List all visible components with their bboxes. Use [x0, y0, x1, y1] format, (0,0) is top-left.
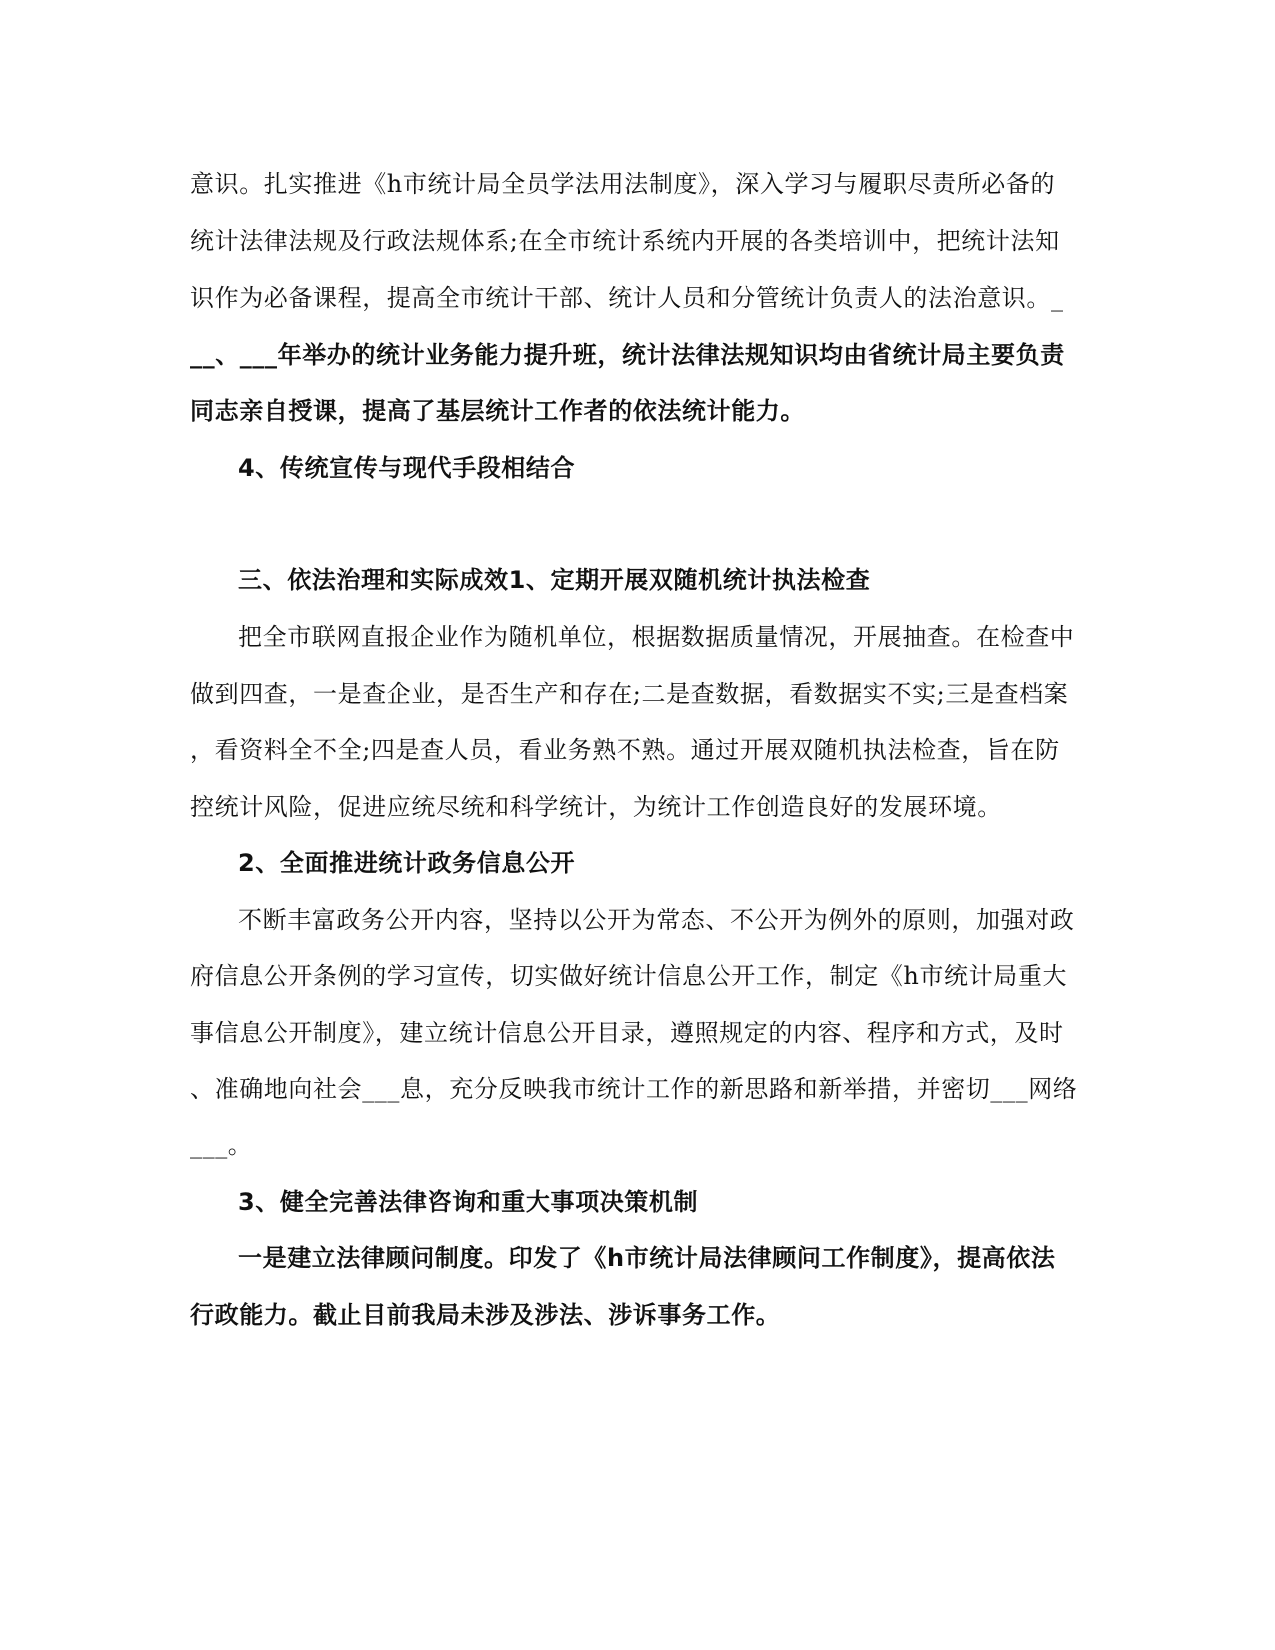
- paragraph-line: 统计法律法规及行政法规体系;在全市统计系统内开展的各类培训中，把统计法知: [190, 227, 1060, 255]
- paragraph-line: ，看资料全不全;四是查人员，看业务熟不熟。通过开展双随机执法检查，旨在防: [190, 736, 1060, 764]
- paragraph-line: ___。: [190, 1131, 253, 1159]
- paragraph-line: 府信息公开条例的学习宣传，切实做好统计信息公开工作，制定《h市统计局重大: [190, 962, 1068, 990]
- paragraph-line: 一是建立法律顾问制度。印发了《h市统计局法律顾问工作制度》，提高依法: [238, 1244, 1056, 1272]
- section-heading: 3、健全完善法律咨询和重大事项决策机制: [238, 1188, 699, 1216]
- paragraph-line: 不断丰富政务公开内容，坚持以公开为常态、不公开为例外的原则，加强对政: [238, 906, 1075, 934]
- paragraph-line: __、___年举办的统计业务能力提升班，统计法律法规知识均由省统计局主要负责: [190, 341, 1065, 369]
- paragraph-line: 同志亲自授课，提高了基层统计工作者的依法统计能力。: [190, 397, 805, 425]
- paragraph-line: 意识。扎实推进《h市统计局全员学法用法制度》，深入学习与履职尽责所必备的: [190, 170, 1056, 198]
- paragraph-line: 把全市联网直报企业作为随机单位，根据数据质量情况，开展抽查。在检查中: [238, 623, 1075, 651]
- paragraph-line: 事信息公开制度》，建立统计信息公开目录，遵照规定的内容、程序和方式，及时: [190, 1019, 1064, 1047]
- paragraph-line: 、准确地向社会___息，充分反映我市统计工作的新思路和新举措，并密切___网络: [190, 1075, 1078, 1103]
- paragraph-line: 做到四查，一是查企业，是否生产和存在;二是查数据，看数据实不实;三是查档案: [190, 680, 1069, 708]
- section-heading: 三、依法治理和实际成效1、定期开展双随机统计执法检查: [238, 566, 871, 594]
- paragraph-line: 行政能力。截止目前我局未涉及涉法、涉诉事务工作。: [190, 1301, 781, 1329]
- paragraph-line: 识作为必备课程，提高全市统计干部、统计人员和分管统计负责人的法治意识。_: [190, 284, 1064, 312]
- paragraph-line: 控统计风险，促进应统尽统和科学统计，为统计工作创造良好的发展环境。: [190, 793, 1002, 821]
- section-heading: 2、全面推进统计政务信息公开: [238, 849, 576, 877]
- section-heading: 4、传统宣传与现代手段相结合: [238, 454, 576, 482]
